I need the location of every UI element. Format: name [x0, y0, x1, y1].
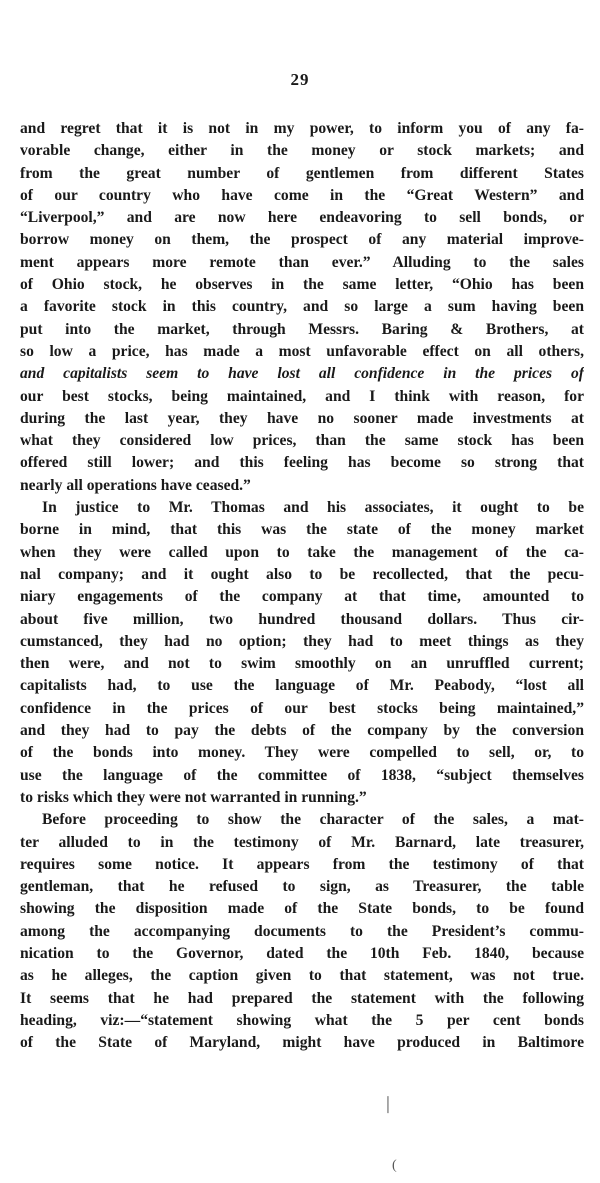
text-line: offered still lower; and this feeling has become so strong that — [20, 454, 584, 472]
text-line: to risks which they were not warranted in running.” — [20, 788, 367, 806]
text-line: nication to the Governor, dated the 10th Feb. 1840, because — [20, 944, 584, 962]
text-line: then were, and not to swim smoothly on an unruffled current; — [20, 655, 584, 673]
text-line: vorable change, either in the money or stock markets; and — [20, 142, 584, 160]
text-line: nearly all operations have ceased.” — [20, 476, 251, 494]
text-line: of our country who have come in the “Great Western” and — [20, 186, 584, 204]
text-line: cumstanced, they had no option; they had to meet things as they — [20, 632, 584, 650]
text-line: nal company; and it ought also to be recollected, that the pecu- — [20, 565, 584, 583]
text-line: of Ohio stock, he observes in the same letter, “Ohio has been — [20, 276, 584, 294]
text-line: borne in mind, that this was the state of the money market — [20, 521, 584, 539]
text-line: of the State of Maryland, might have produced in Baltimore — [20, 1034, 584, 1052]
margin-mark: ( — [392, 1158, 397, 1173]
text-line: showing the disposition made of the State bonds, to be found — [20, 900, 584, 918]
text-line: from the great number of gentlemen from different States — [20, 164, 584, 182]
text-line: capitalists had, to use the language of Mr. Peabody, “lost all — [20, 677, 584, 695]
text-line: about five million, two hundred thousand dollars. Thus cir- — [20, 610, 584, 628]
text-line: ter alluded to in the testimony of Mr. Barnard, late treasurer, — [20, 833, 584, 851]
text-line: of the bonds into money. They were compelled to sell, or, to — [20, 744, 584, 762]
margin-mark: │ — [383, 1098, 393, 1113]
text-line: what they considered low prices, than the same stock has been — [20, 432, 584, 450]
text-line: and capitalists seem to have lost all confidence in the prices of — [20, 365, 584, 383]
text-line: It seems that he had prepared the statement with the following — [20, 989, 584, 1007]
text-line: borrow money on them, the prospect of any material improve- — [20, 231, 584, 249]
text-line: among the accompanying documents to the President’s commu- — [20, 922, 584, 940]
text-line: heading, viz:—“statement showing what the 5 per cent bonds — [20, 1011, 584, 1029]
text-line: during the last year, they have no sooner made investments at — [20, 409, 584, 427]
text-line: “Liverpool,” and are now here endeavoring to sell bonds, or — [20, 209, 584, 227]
text-line: and they had to pay the debts of the company by the conversion — [20, 722, 584, 740]
text-line: requires some notice. It appears from the testimony of that — [20, 855, 584, 873]
text-line: put into the market, through Messrs. Baring & Brothers, at — [20, 320, 584, 338]
text-line: and regret that it is not in my power, to inform you of any fa- — [20, 120, 584, 137]
text-line: In justice to Mr. Thomas and his associates, it ought to be — [42, 499, 584, 517]
text-line: as he alleges, the caption given to that statement, was not true. — [20, 967, 584, 985]
text-line: so low a price, has made a most unfavorable effect on all others, — [20, 342, 584, 360]
text-line: gentleman, that he refused to sign, as Treasurer, the table — [20, 878, 584, 896]
text-line: a favorite stock in this country, and so large a sum having been — [20, 298, 584, 316]
text-line: our best stocks, being maintained, and I think with reason, for — [20, 387, 584, 405]
text-line: Before proceeding to show the character of the sales, a mat- — [42, 811, 584, 829]
text-line: when they were called upon to take the management of the ca- — [20, 543, 584, 561]
text-line: ment appears more remote than ever.” Alluding to the sales — [20, 253, 584, 271]
text-line: confidence in the prices of our best stocks being maintained,” — [20, 699, 584, 717]
page-number: 29 — [290, 70, 310, 89]
text-line: niary engagements of the company at that time, amounted to — [20, 588, 584, 606]
text-line: use the language of the committee of 1838, “subject themselves — [20, 766, 584, 784]
body-text — [20, 118, 584, 1054]
